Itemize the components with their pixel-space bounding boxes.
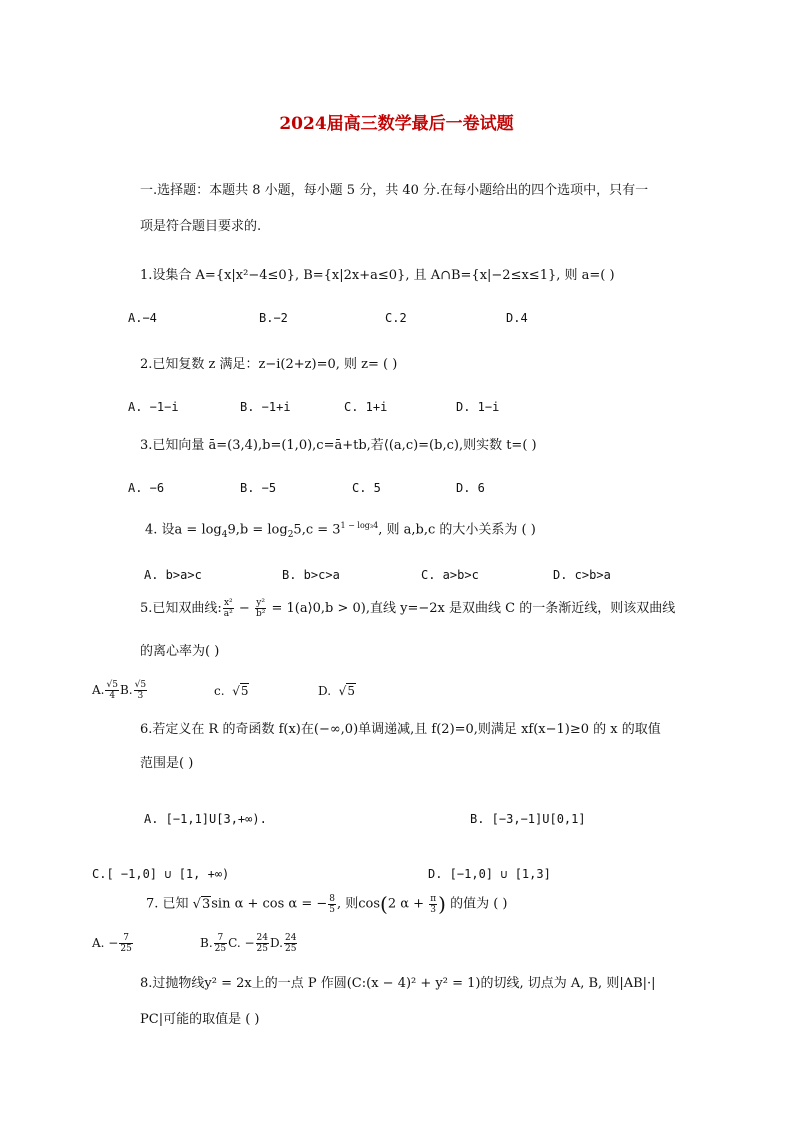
question-6-stem-line2: 范围是( ) [140,756,194,771]
question-5-stem: 5.已知双曲线: $\frac{\text{x²}}{\text{a²}}$ − $\frac{\text{y²}}{\text{b²}}$ = 1(a⟩0,b > 0),直线 y=−2x 是双曲线 C 的一条渐近线，则该双曲线 [140,598,676,619]
question-6-option-c: C.[ −1,0] ∪ [1, +∞) [92,867,230,881]
question-3-option-d: D. 6 [456,481,485,495]
question-7-option-b-c-d: B. $\frac{7}{25}$ C. − $\frac{24}{25}$ D. $\frac{24}{25}$ [200,933,297,954]
question-2-option-c: C. 1+i [344,400,388,414]
page-title: 2024届高三数学最后一卷试题 [279,114,514,134]
question-8-stem: 8.过抛物线y² = 2x上的一点 P 作圆(C:(x − 4)² + y² = 1)的切线, 切点为 A, B, 则|AB|·| [140,976,656,991]
question-3-option-a: A. −6 [128,481,165,495]
question-2-option-a: A. −1−i [128,400,179,414]
question-5-option-d: D. √5 [318,684,355,698]
question-1-option-d: D.4 [506,311,528,325]
question-5-option-c: c. √5 [214,684,249,698]
question-1-option-b: B.−2 [259,311,288,325]
question-5-option-a-b: A. $\frac{√5}{4}$ B. $\frac{√5}{3}$ [92,680,147,701]
question-3-option-c: C. 5 [352,481,381,495]
question-8-stem-line2: PC|可能的取值是 ( ) [140,1012,260,1027]
question-1-stem: 1.设集合 A={x|x²−4≤0}, B={x|2x+a≤0}, 且 A∩B={x|−2≤x≤1}, 则 a=( ) [140,268,615,283]
question-4-option-b: B. b>c>a [282,568,340,582]
question-4-option-c: C. a>b>c [421,568,479,582]
question-2-option-b: B. −1+i [240,400,291,414]
fraction: $\frac{\text{y²}}{\text{b²}}$ [255,598,266,619]
question-3-stem: 3.已知向量 ā=(3,4),b=(1,0),c=ā+tb,若⟨(a,c)=(b,c),则实数 t=( ) [140,438,537,453]
question-6-option-b: B. [−3,−1]U[0,1] [470,812,586,826]
question-2-option-d: D. 1−i [456,400,500,414]
question-4-option-d: D. c>b>a [553,568,611,582]
question-7-option-a: A. − $\frac{7}{25}$ [92,933,132,954]
question-6-option-a: A. [−1,1]U[3,+∞). [144,812,267,826]
question-6-option-d: D. [−1,0] ∪ [1,3] [428,867,551,881]
section-intro-line2: 项是符合题目要求的. [140,219,262,234]
question-6-stem: 6.若定义在 R 的奇函数 f(x)在(−∞,0)单调递减,且 f(2)=0,则满足 xf(x−1)≥0 的 x 的取值 [140,722,661,737]
question-4-stem: 4. 设$a = \log_49,b = \log_25,c = 3^{1 - log_34}$, 则 a,b,c 的大小关系为 ( ) [145,521,536,540]
question-2-stem: 2.已知复数 z 满足：z−i(2+z)=0, 则 z= ( ) [140,357,398,372]
question-5-stem-line2: 的离心率为( ) [140,644,220,659]
question-7-stem: 7. 已知 √3sin α + cos α = − $\frac{8}{5}$ , 则cos(2 α + $\frac{\pi}{3}$ ) 的值为 ( ) [146,892,508,916]
question-3-option-b: B. −5 [240,481,277,495]
section-intro-line1: 一.选择题：本题共 8 小题，每小题 5 分，共 40 分.在每小题给出的四个选项中，只有一 [140,183,649,198]
question-1-option-c: C.2 [385,311,407,325]
question-1-option-a: A.−4 [128,311,157,325]
fraction: $\frac{\text{x²}}{\text{a²}}$ [223,598,233,619]
question-4-option-a: A. b>a>c [144,568,202,582]
